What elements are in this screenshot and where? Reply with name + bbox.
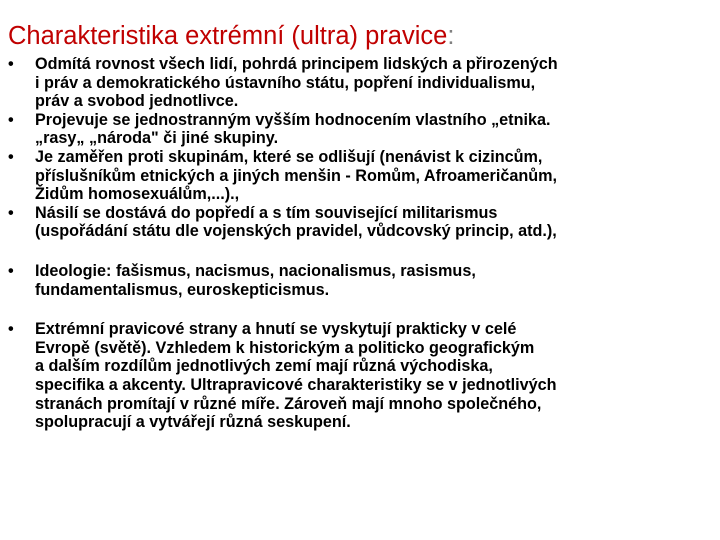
bullet-item (0, 55, 720, 111)
bullet-text-line: Extrémní pravicové strany a hnutí se vyskytují prakticky v celé (35, 320, 517, 339)
bullet-text-line: a dalším rozdílům jednotlivých zemí mají různá východiska, (35, 357, 493, 376)
bullet-dot-icon: • (8, 320, 14, 339)
bullet-item (0, 320, 720, 432)
bullet-text-line: fundamentalismus, euroskepticismus. (35, 280, 330, 299)
bullet-text-line: Projevuje se jednostranným vyšším hodnocením vlastního „etnika. (35, 110, 551, 129)
slide-title-colon: : (447, 22, 455, 50)
bullet-dot-icon: • (8, 110, 14, 129)
bullet-dot-icon: • (8, 55, 14, 73)
bullet-dot-icon: • (8, 147, 14, 166)
bullet-text-line: „rasy„ „národa" či jiné skupiny. (35, 129, 279, 148)
bullet-dot-icon: • (8, 203, 14, 222)
bullet-item (0, 204, 720, 241)
bullet-list (0, 55, 720, 432)
bullet-dot-icon: • (8, 261, 14, 280)
bullet-text-line: Židům homosexuálům,...)., (35, 185, 240, 204)
bullet-text-line: specifika a akcenty. Ultrapravicové charakteristiky se v jednotlivých (35, 375, 557, 394)
bullet-text-line: Ideologie: fašismus, nacismus, nacionalismus, rasismus, (35, 261, 476, 280)
bullet-text-line: práv a svobod jednotlivce. (35, 92, 239, 111)
bullet-text-line: i práv a demokratického ústavního státu, popření individualismu, (35, 73, 536, 92)
bullet-text-line: Evropě (světě). Vzhledem k historickým a politicko geografickým (35, 338, 535, 357)
bullet-text-line: Násilí se dostává do popředí a s tím související militarismus (35, 203, 498, 222)
slide-title (8, 22, 454, 51)
bullet-text-line: stranách promítají v různé míře. Zároveň mají mnoho společného, (35, 394, 542, 413)
bullet-item (0, 111, 720, 148)
bullet-text-line: Je zaměřen proti skupinám, které se odlišují (nenávist k cizincům, (35, 147, 543, 166)
group-spacer (0, 241, 720, 262)
bullet-item (0, 148, 720, 204)
bullet-text-line: příslušníkům etnických a jiných menšin - Romům, Afroameričanům, (35, 166, 558, 185)
bullet-text-line: spolupracují a vytvářejí různá seskupení. (35, 413, 351, 432)
bullet-text-line: Odmítá rovnost všech lidí, pohrdá principem lidských a přirozených (35, 55, 558, 73)
slide-title-text: Charakteristika extrémní (ultra) pravice (8, 22, 448, 50)
group-spacer (0, 299, 720, 320)
bullet-item (0, 262, 720, 299)
bullet-text-line: (uspořádání státu dle vojenských pravidel, vůdcovský princip, atd.), (35, 222, 557, 241)
